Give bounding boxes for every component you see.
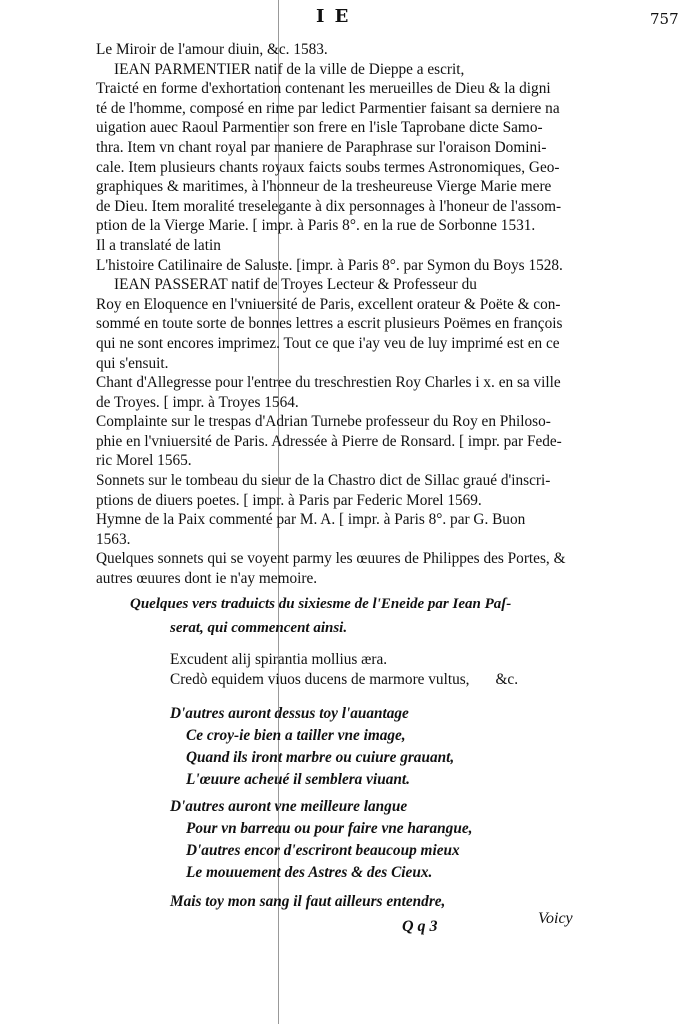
text-line: Sonnets sur le tombeau du sieur de la Chastro dict de Sillac graué d'inscri-	[96, 472, 551, 490]
verse-line: D'autres encor d'escriront beaucoup mieux	[186, 842, 460, 859]
text-line: graphiques & maritimes, à l'honneur de la tresheureuse Vierge Marie mere	[96, 178, 552, 196]
latin-line	[170, 670, 518, 690]
text-line: Hymne de la Paix commenté par M. A. [ impr. à Paris 8°. par G. Buon	[96, 511, 526, 529]
text-line: ptions de diuers poetes. [ impr. à Paris par Federic Morel 1569.	[96, 491, 482, 509]
etc-mark: &c.	[495, 671, 519, 688]
latin-quote	[170, 650, 518, 690]
verse-stanza	[170, 796, 472, 884]
section-heading	[130, 592, 600, 640]
verse-line: Ce croy-ie bien a tailler vne image,	[186, 727, 406, 744]
main-text	[96, 40, 666, 589]
text-line: IEAN PARMENTIER natif de la ville de Dieppe a escrit,	[114, 60, 465, 78]
verse-line: Le mouuement des Astres & des Cieux.	[186, 864, 433, 881]
text-line: phie en l'vniuersité de Paris. Adressée à Pierre de Ronsard. [ impr. par Fede-	[96, 432, 562, 450]
text-line: Il a translaté de latin	[96, 236, 221, 254]
text-line: 1563.	[96, 530, 131, 548]
text-line: L'histoire Catilinaire de Saluste. [impr. à Paris 8°. par Symon du Boys 1528.	[96, 256, 563, 274]
latin-line-text: Credò equidem viuos ducens de marmore vultus,	[170, 671, 470, 688]
text-line: Roy en Eloquence en l'vniuersité de Paris, excellent orateur & Poëte & con-	[96, 295, 561, 313]
text-line: Quelques sonnets qui se voyent parmy les œuures de Philippes des Portes, &	[96, 550, 566, 568]
text-line: qui ne sont encores imprimez. Tout ce que i'ay veu de luy imprimé est en ce	[96, 334, 560, 352]
text-line: Le Miroir de l'amour diuin, &c. 1583.	[96, 41, 328, 58]
text-line: de Troyes. [ impr. à Troyes 1564.	[96, 393, 299, 411]
text-line: qui s'ensuit.	[96, 354, 169, 372]
text-line: de Dieu. Item moralité treselegante à dix personnages à l'honeur de l'assom-	[96, 197, 562, 215]
text-line: IEAN PASSERAT natif de Troyes Lecteur & Professeur du	[114, 276, 477, 294]
latin-line: Excudent alij spirantia mollius æra.	[170, 651, 388, 668]
verse-line: D'autres auront dessus toy l'auantage	[170, 705, 409, 722]
text-line: Traicté en forme d'exhortation contenant les merueilles de Dieu & la digni	[96, 80, 551, 98]
catchword: Voicy	[538, 910, 573, 927]
verse-line: Pour vn barreau ou pour faire vne harangue,	[186, 820, 473, 837]
running-header: I E	[316, 6, 351, 27]
heading-line: serat, qui commencent ainsi.	[170, 620, 348, 636]
verse-line: L'œuure acheué il semblera viuant.	[186, 771, 410, 788]
text-line: ption de la Vierge Marie. [ impr. à Paris 8°. en la rue de Sorbonne 1531.	[96, 217, 536, 235]
signature-mark: Q q 3	[402, 918, 438, 935]
verse-line: Mais toy mon sang il faut ailleurs entendre,	[170, 893, 446, 910]
text-line: autres œuures dont ie n'ay memoire.	[96, 570, 318, 588]
text-line: cale. Item plusieurs chants royaux faicts soubs termes Astronomiques, Geo-	[96, 158, 560, 176]
text-line: thra. Item vn chant royal par maniere de Paraphrase sur l'oraison Domini-	[96, 138, 547, 156]
page-number: 757	[650, 10, 679, 28]
text-line: ric Morel 1565.	[96, 452, 192, 470]
text-line: sommé en toute sorte de bonnes lettres a escrit plusieurs Poëmes en françois	[96, 315, 563, 333]
verse-stanza	[170, 703, 454, 791]
verse-line: Quand ils iront marbre ou cuiure grauant,	[186, 749, 455, 766]
text-line: Chant d'Allegresse pour l'entree du treschrestien Roy Charles i x. en sa ville	[96, 374, 561, 392]
text-line: uigation auec Raoul Parmentier son frere en l'isle Taprobane dicte Samo-	[96, 119, 543, 137]
heading-line: Quelques vers traduicts du sixiesme de l'Eneide par Iean Paſ-	[130, 596, 512, 612]
text-line: té de l'homme, composé en rime par ledict Parmentier faisant sa derniere na	[96, 99, 560, 117]
text-line: Complainte sur le trespas d'Adrian Turnebe professeur du Roy en Philoso-	[96, 413, 551, 431]
verse-line: D'autres auront vne meilleure langue	[170, 798, 408, 815]
